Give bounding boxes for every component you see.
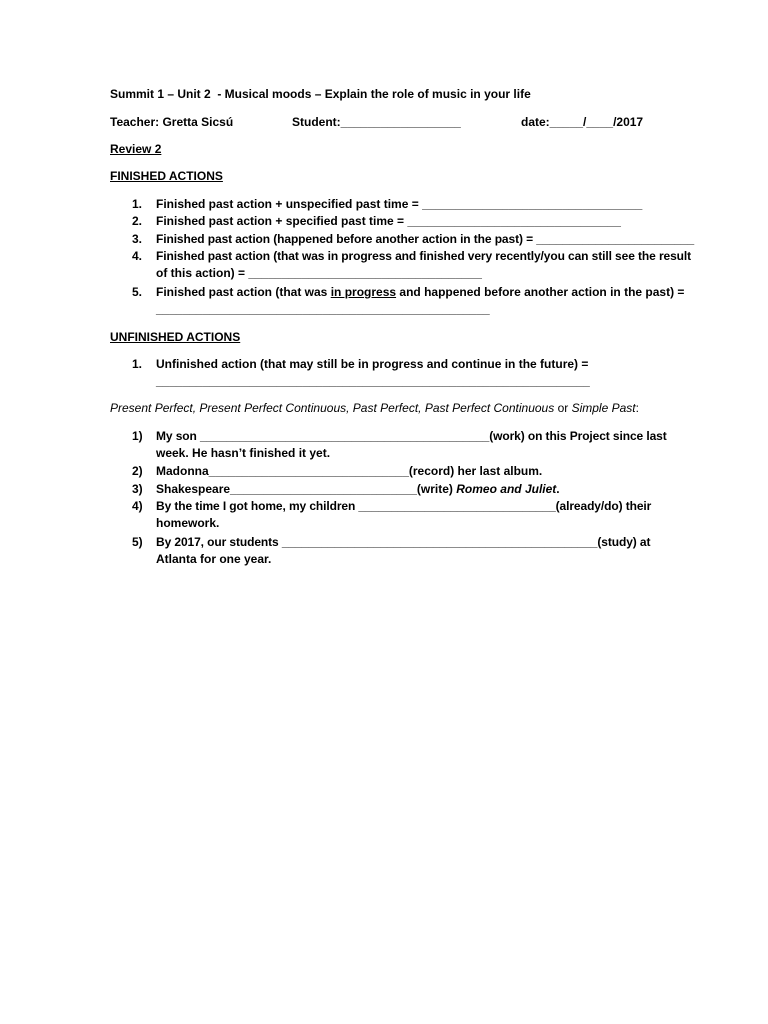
list-item-text-part: Finished past action (that was bbox=[156, 285, 331, 299]
list-number: 2. bbox=[132, 214, 143, 228]
list-item-text bbox=[156, 284, 684, 302]
tense-simple-past: Simple Past bbox=[571, 401, 636, 415]
list-number: 3) bbox=[132, 482, 143, 496]
list-item-text-part: and happened before another action in the past) = bbox=[396, 285, 685, 299]
list-item-text-continued: homework. bbox=[156, 516, 220, 530]
list-item-text: Madonna______________________________(record) her last album. bbox=[156, 464, 543, 478]
unfinished-actions-heading: UNFINISHED ACTIONS bbox=[110, 330, 241, 344]
list-item-text: Finished past action (that was in progress and finished very recently/you can still see the result bbox=[156, 249, 692, 263]
exercise-instruction bbox=[110, 400, 639, 417]
list-number: 5) bbox=[132, 535, 143, 549]
instruction-colon: : bbox=[635, 401, 639, 415]
list-number: 1. bbox=[132, 197, 143, 211]
list-item-text: By 2017, our students ________________________________________________(study) at bbox=[156, 535, 651, 549]
list-item-text: Finished past action + specified past time = ________________________________ bbox=[156, 214, 621, 228]
list-number: 5. bbox=[132, 285, 143, 299]
student-field: Student:__________________ bbox=[292, 115, 461, 129]
worksheet-title: Summit 1 – Unit 2 - Musical moods – Explain the role of music in your life bbox=[110, 87, 531, 101]
list-item-text bbox=[156, 481, 560, 499]
list-number: 3. bbox=[132, 232, 143, 246]
list-item-text-continued: week. He hasn’t finished it yet. bbox=[156, 446, 331, 460]
list-number: 1) bbox=[132, 429, 143, 443]
instruction-or: or bbox=[554, 401, 572, 415]
list-number: 4) bbox=[132, 499, 143, 513]
date-field: date:_____/____/2017 bbox=[521, 115, 644, 129]
list-item-text: My son ____________________________________________(work) on this Project since last bbox=[156, 429, 667, 443]
work-title: Romeo and Juliet bbox=[456, 482, 557, 496]
list-item-text-continued: of this action) = ___________________________________ bbox=[156, 266, 482, 280]
list-item-text-part: Shakespeare____________________________(write) bbox=[156, 482, 457, 496]
finished-actions-heading: FINISHED ACTIONS bbox=[110, 169, 223, 183]
review-heading: Review 2 bbox=[110, 142, 162, 156]
tense-list: Present Perfect, Present Perfect Continuous, Past Perfect, Past Perfect Continuous bbox=[110, 401, 555, 415]
list-item-text-part: . bbox=[556, 482, 560, 496]
list-number: 2) bbox=[132, 464, 143, 478]
answer-blank: _________________________________________________________________ bbox=[156, 374, 590, 388]
teacher-name: Teacher: Gretta Sicsú bbox=[110, 115, 234, 129]
emphasized-phrase: in progress bbox=[330, 285, 397, 299]
list-item-text: Finished past action (happened before another action in the past) = ________________________ bbox=[156, 232, 695, 246]
answer-blank: __________________________________________________ bbox=[156, 302, 490, 316]
list-item-text: By the time I got home, my children ______________________________(already/do) their bbox=[156, 499, 652, 513]
list-item-text-continued: Atlanta for one year. bbox=[156, 552, 272, 566]
list-number: 4. bbox=[132, 249, 143, 263]
list-number: 1. bbox=[132, 357, 143, 371]
list-item-text: Unfinished action (that may still be in progress and continue in the future) = bbox=[156, 357, 589, 371]
list-item-text: Finished past action + unspecified past time = _________________________________ bbox=[156, 197, 643, 211]
